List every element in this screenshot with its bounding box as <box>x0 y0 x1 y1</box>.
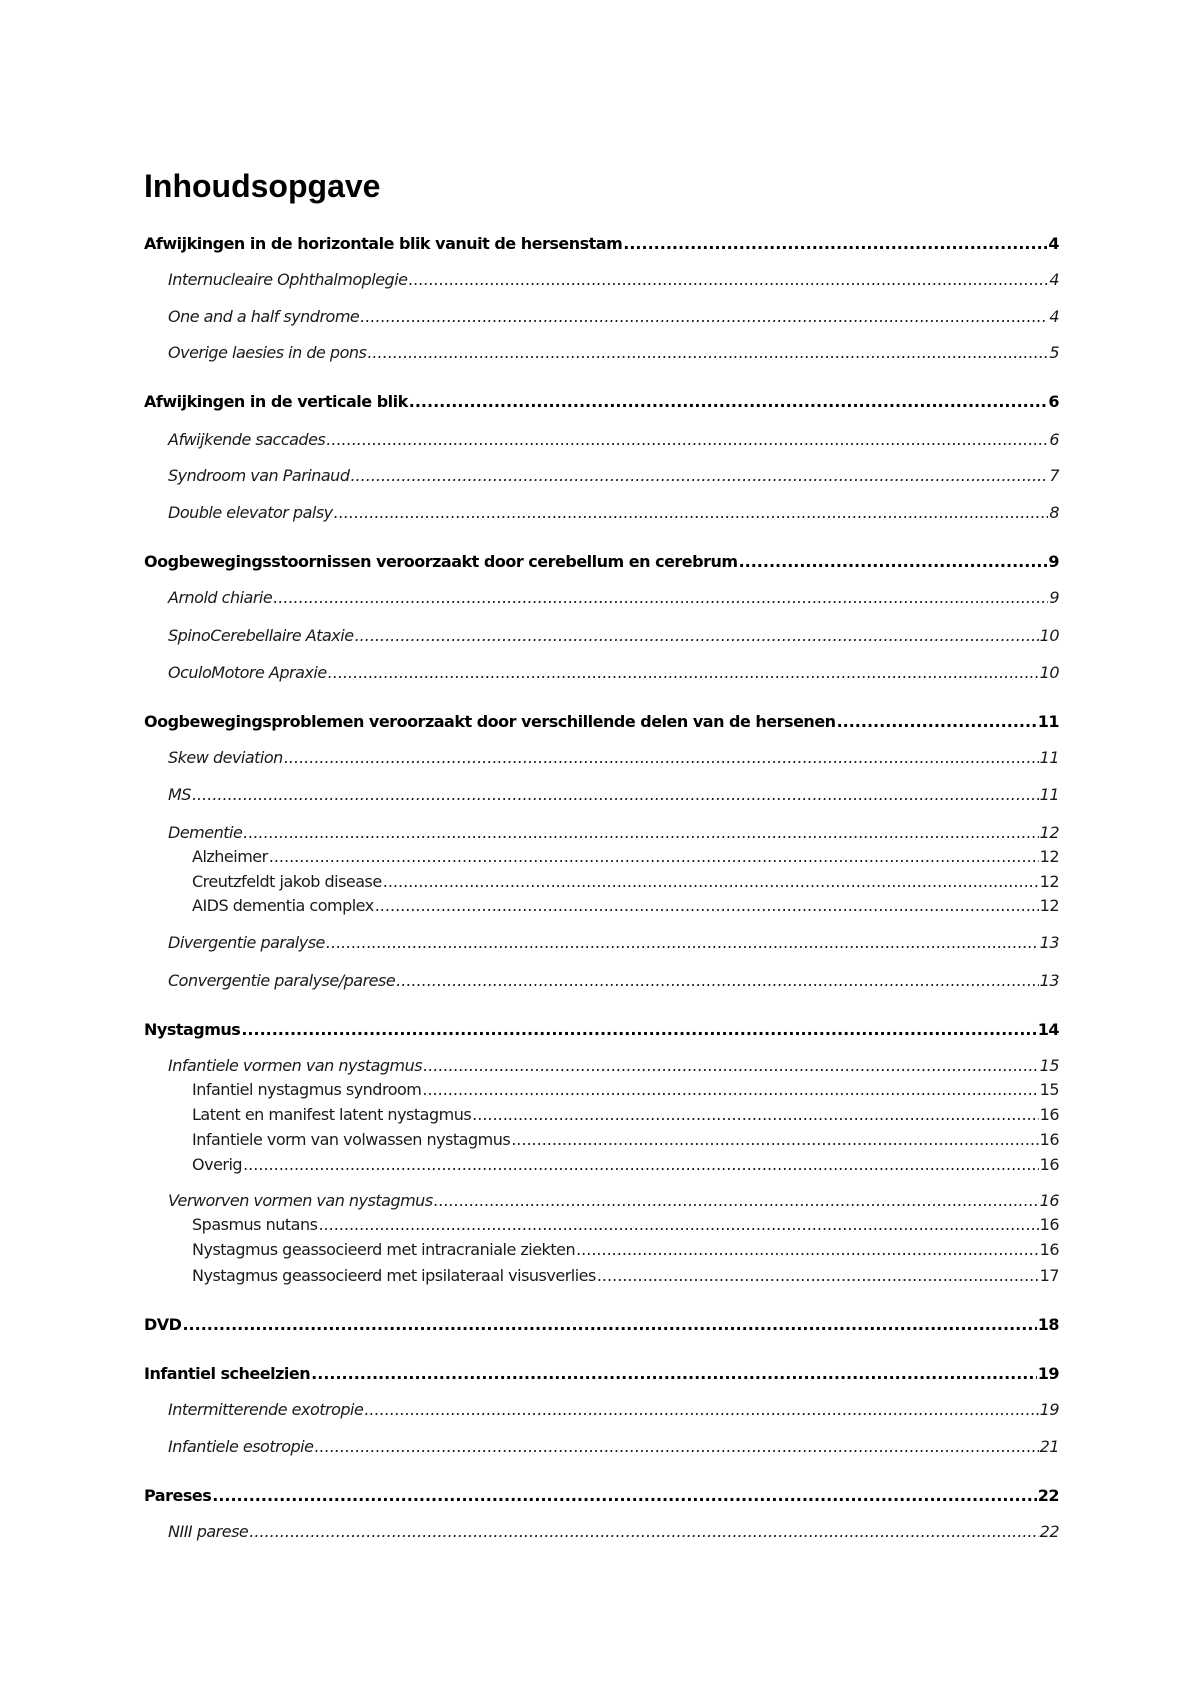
toc-entry[interactable] <box>168 661 1059 685</box>
toc-entry-page: 17 <box>1039 1266 1059 1285</box>
toc-entry-title: MS <box>168 785 191 804</box>
toc-entry[interactable] <box>168 1054 1059 1078</box>
toc-entry-title: Oogbewegingsstoornissen veroorzaakt door cerebellum en cerebrum <box>144 552 738 571</box>
dot-leader <box>422 1078 1038 1102</box>
toc-entry-title: Infantiele esotropie <box>168 1437 314 1456</box>
toc-entry[interactable] <box>144 232 1059 256</box>
toc-entry[interactable] <box>192 1153 1059 1177</box>
dot-leader <box>472 1103 1038 1127</box>
toc-entry-title: Nystagmus geassocieerd met intracraniale ziekten <box>192 1240 576 1259</box>
toc-entry-title: Creutzfeldt jakob disease <box>192 872 382 891</box>
dot-leader <box>182 1313 1036 1337</box>
dot-leader <box>383 870 1039 894</box>
toc-entry-page: 16 <box>1039 1155 1059 1174</box>
toc-entry-page: 12 <box>1039 847 1059 866</box>
toc-entry-title: Infantiel scheelzien <box>144 1364 311 1383</box>
toc-entry-page: 12 <box>1039 896 1059 915</box>
toc-entry-page: 16 <box>1039 1215 1059 1234</box>
toc-entry[interactable] <box>192 1238 1059 1262</box>
dot-leader <box>249 1520 1038 1544</box>
toc-entry-page: 12 <box>1039 823 1059 842</box>
dot-leader <box>375 894 1039 918</box>
toc-entry-page: 13 <box>1039 933 1059 952</box>
dot-leader <box>192 783 1039 807</box>
toc-entry[interactable] <box>192 1128 1059 1152</box>
toc-entry-title: Dementie <box>168 823 243 842</box>
toc-entry[interactable] <box>144 1313 1059 1337</box>
toc-entry-page: 11 <box>1039 785 1059 804</box>
toc-entry[interactable] <box>168 821 1059 845</box>
toc-entry[interactable] <box>144 1484 1059 1508</box>
toc-entry-page: 19 <box>1039 1400 1059 1419</box>
dot-leader <box>328 661 1039 685</box>
toc-entry-title: Afwijkingen in de verticale blik <box>144 392 408 411</box>
toc-entry-title: Internucleaire Ophthalmoplegie <box>168 270 408 289</box>
toc-entry[interactable] <box>168 783 1059 807</box>
toc-entry[interactable] <box>192 1264 1059 1288</box>
dot-leader <box>243 1153 1039 1177</box>
toc-entry[interactable] <box>168 586 1059 610</box>
toc-entry[interactable] <box>192 845 1059 869</box>
toc-entry-title: Overig <box>192 1155 243 1174</box>
dot-leader <box>318 1213 1038 1237</box>
toc-entry-title: Overige laesies in de pons <box>168 343 367 362</box>
toc-entry[interactable] <box>168 746 1059 770</box>
toc-entry-title: Arnold chiarie <box>168 588 273 607</box>
toc-entry-page: 11 <box>1039 748 1059 767</box>
toc-entry-page: 16 <box>1039 1130 1059 1149</box>
toc-entry-title: Afwijkingen in de horizontale blik vanuit de hersenstam <box>144 234 623 253</box>
toc-entry-page: 16 <box>1039 1240 1059 1259</box>
toc-entry[interactable] <box>192 1103 1059 1127</box>
toc-entry[interactable] <box>168 501 1059 525</box>
toc-entry-page: 7 <box>1049 466 1059 485</box>
toc-entry-page: 4 <box>1048 234 1059 253</box>
dot-leader <box>409 390 1048 414</box>
toc-entry-title: Double elevator palsy <box>168 503 333 522</box>
dot-leader <box>360 305 1048 329</box>
toc-entry[interactable] <box>168 1435 1059 1459</box>
dot-leader <box>314 1435 1038 1459</box>
toc-entry[interactable] <box>168 624 1059 648</box>
toc-entry-page: 10 <box>1039 626 1059 645</box>
dot-leader <box>355 624 1039 648</box>
dot-leader <box>269 845 1039 869</box>
toc-entry[interactable] <box>168 1189 1059 1213</box>
dot-leader <box>273 586 1048 610</box>
dot-leader <box>241 1018 1036 1042</box>
toc-entry[interactable] <box>168 341 1059 365</box>
toc-entry-page: 11 <box>1037 712 1059 731</box>
dot-leader <box>364 1398 1038 1422</box>
toc-entry-page: 15 <box>1039 1056 1059 1075</box>
toc-entry[interactable] <box>192 1078 1059 1102</box>
dot-leader <box>243 821 1038 845</box>
toc-entry[interactable] <box>192 894 1059 918</box>
toc-entry[interactable] <box>192 1213 1059 1237</box>
toc-entry[interactable] <box>144 1018 1059 1042</box>
toc-entry-page: 6 <box>1049 430 1059 449</box>
toc-entry-page: 12 <box>1039 872 1059 891</box>
toc-entry[interactable] <box>144 390 1059 414</box>
dot-leader <box>396 969 1038 993</box>
toc-entry[interactable] <box>168 931 1059 955</box>
toc-entry-title: Nystagmus <box>144 1020 241 1039</box>
toc-entry[interactable] <box>144 1362 1059 1386</box>
toc-entry[interactable] <box>168 268 1059 292</box>
dot-leader <box>284 746 1039 770</box>
dot-leader <box>623 232 1047 256</box>
toc-entry-page: 9 <box>1049 588 1059 607</box>
toc-entry-title: Alzheimer <box>192 847 268 866</box>
toc-entry[interactable] <box>168 969 1059 993</box>
toc-entry-page: 15 <box>1039 1080 1059 1099</box>
dot-leader <box>597 1264 1039 1288</box>
dot-leader <box>837 710 1037 734</box>
toc-entry-title: Afwijkende saccades <box>168 430 326 449</box>
dot-leader <box>367 341 1048 365</box>
toc-entry-page: 22 <box>1037 1486 1059 1505</box>
toc-entry-title: Nystagmus geassocieerd met ipsilateraal visusverlies <box>192 1266 596 1285</box>
toc-entry-title: Latent en manifest latent nystagmus <box>192 1105 472 1124</box>
toc-entry[interactable] <box>192 870 1059 894</box>
toc-entry-page: 18 <box>1037 1315 1059 1334</box>
toc-entry-title: AIDS dementia complex <box>192 896 374 915</box>
toc-entry-page: 4 <box>1049 270 1059 289</box>
toc-entry-title: Convergentie paralyse/parese <box>168 971 396 990</box>
toc-entry[interactable] <box>144 550 1059 574</box>
dot-leader <box>576 1238 1039 1262</box>
toc-entry-title: Spasmus nutans <box>192 1215 318 1234</box>
toc-entry-title: Oogbewegingsproblemen veroorzaakt door verschillende delen van de hersenen <box>144 712 836 731</box>
toc-entry[interactable] <box>168 305 1059 329</box>
toc-title: Inhoudsopgave <box>144 168 381 204</box>
toc-entry-page: 6 <box>1048 392 1059 411</box>
toc-entry[interactable] <box>168 464 1059 488</box>
toc-entry-page: 4 <box>1049 307 1059 326</box>
toc-entry-title: Verworven vormen van nystagmus <box>168 1191 433 1210</box>
toc-entry-page: 13 <box>1039 971 1059 990</box>
dot-leader <box>326 931 1039 955</box>
toc-entry-page: 16 <box>1039 1191 1059 1210</box>
toc-entry-title: Skew deviation <box>168 748 283 767</box>
toc-entry-title: One and a half syndrome <box>168 307 360 326</box>
toc-entry-title: Infantiele vormen van nystagmus <box>168 1056 423 1075</box>
dot-leader <box>212 1484 1037 1508</box>
toc-entry-title: Divergentie paralyse <box>168 933 325 952</box>
toc-entry[interactable] <box>168 1520 1059 1544</box>
toc-entry-title: NIII parese <box>168 1522 249 1541</box>
dot-leader <box>511 1128 1038 1152</box>
toc-entry-page: 19 <box>1037 1364 1059 1383</box>
toc-entry-title: Infantiel nystagmus syndroom <box>192 1080 422 1099</box>
toc-entry-page: 21 <box>1039 1437 1059 1456</box>
toc-entry-title: Pareses <box>144 1486 212 1505</box>
toc-entry-page: 16 <box>1039 1105 1059 1124</box>
toc-entry-title: OculoMotore Apraxie <box>168 663 327 682</box>
toc-entry-title: DVD <box>144 1315 182 1334</box>
toc-entry-page: 10 <box>1039 663 1059 682</box>
toc-entry-title: Syndroom van Parinaud <box>168 466 350 485</box>
toc-entry-page: 22 <box>1039 1522 1059 1541</box>
toc-entry-title: Intermitterende exotropie <box>168 1400 364 1419</box>
toc-entry[interactable] <box>144 710 1059 734</box>
dot-leader <box>434 1189 1039 1213</box>
toc-entry[interactable] <box>168 428 1059 452</box>
dot-leader <box>334 501 1049 525</box>
dot-leader <box>423 1054 1039 1078</box>
dot-leader <box>326 428 1048 452</box>
toc-entry-page: 5 <box>1049 343 1059 362</box>
toc-entry[interactable] <box>168 1398 1059 1422</box>
toc-entry-title: SpinoCerebellaire Ataxie <box>168 626 354 645</box>
dot-leader <box>739 550 1048 574</box>
toc-entry-page: 8 <box>1049 503 1059 522</box>
dot-leader <box>350 464 1048 488</box>
dot-leader <box>311 1362 1037 1386</box>
toc-entry-page: 14 <box>1037 1020 1059 1039</box>
toc-entry-title: Infantiele vorm van volwassen nystagmus <box>192 1130 511 1149</box>
toc-entry-page: 9 <box>1048 552 1059 571</box>
dot-leader <box>409 268 1049 292</box>
